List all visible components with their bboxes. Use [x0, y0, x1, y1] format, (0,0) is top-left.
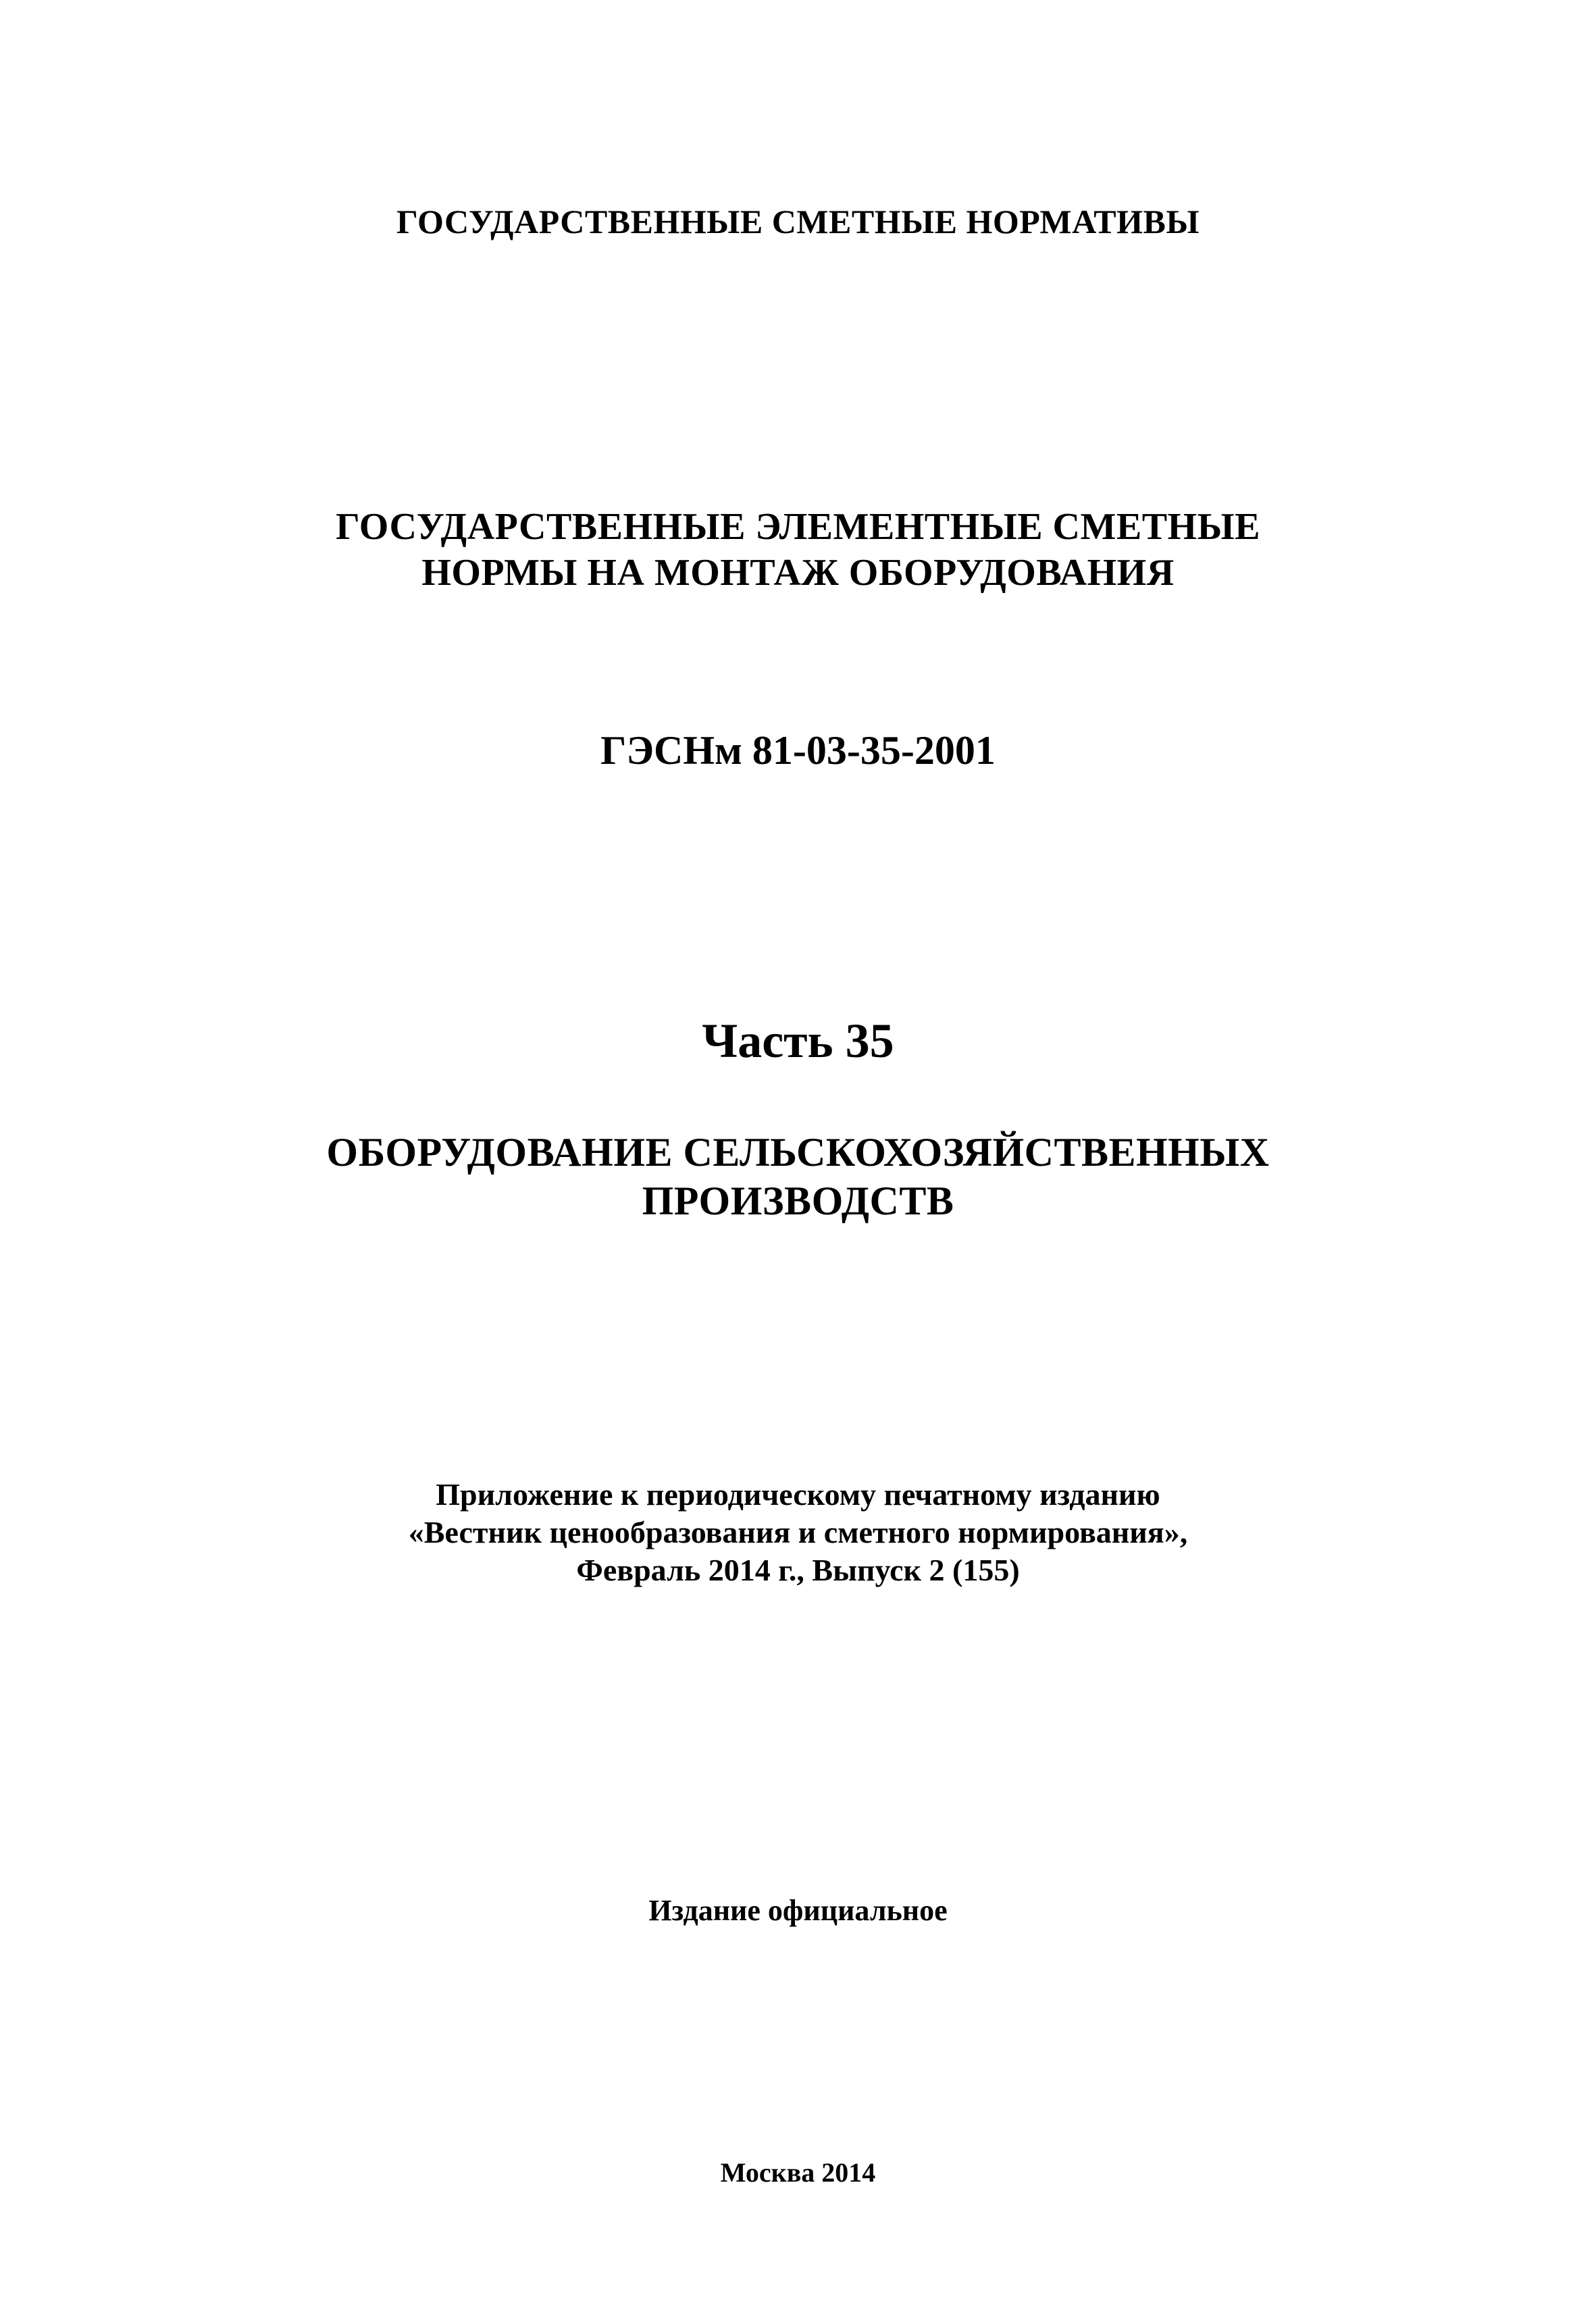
- place-and-year: [0, 2157, 1596, 2189]
- series-heading-text: ГОСУДАРСТВЕННЫЕ СМЕТНЫЕ НОРМАТИВЫ: [396, 203, 1200, 240]
- norms-title-line-1: ГОСУДАРСТВЕННЫЕ ЭЛЕМЕНТНЫЕ СМЕТНЫЕ: [336, 506, 1260, 548]
- part-title-line-2: ПРОИЗВОДСТВ: [642, 1179, 954, 1223]
- series-heading: [0, 201, 1596, 242]
- place-and-year-text: Москва 2014: [720, 2157, 876, 2188]
- part-title: [0, 1128, 1596, 1225]
- norms-title: [0, 504, 1596, 596]
- document-code: [0, 726, 1596, 775]
- supplement-note: [0, 1476, 1596, 1589]
- part-title-line-1: ОБОРУДОВАНИЕ СЕЛЬСКОХОЗЯЙСТВЕННЫХ: [326, 1130, 1270, 1175]
- edition-label-text: Издание официальное: [648, 1894, 948, 1927]
- norms-title-line-2: НОРМЫ НА МОНТАЖ ОБОРУДОВАНИЯ: [421, 552, 1175, 594]
- supplement-line-3: Февраль 2014 г., Выпуск 2 (155): [576, 1553, 1020, 1587]
- part-number-text: Часть 35: [702, 1014, 894, 1068]
- part-number: [0, 1012, 1596, 1070]
- edition-label: [0, 1893, 1596, 1929]
- document-code-text: ГЭСНм 81-03-35-2001: [600, 728, 996, 773]
- supplement-line-2: «Вестник ценообразования и сметного нормирования»,: [408, 1515, 1188, 1549]
- supplement-line-1: Приложение к периодическому печатному изданию: [436, 1477, 1160, 1512]
